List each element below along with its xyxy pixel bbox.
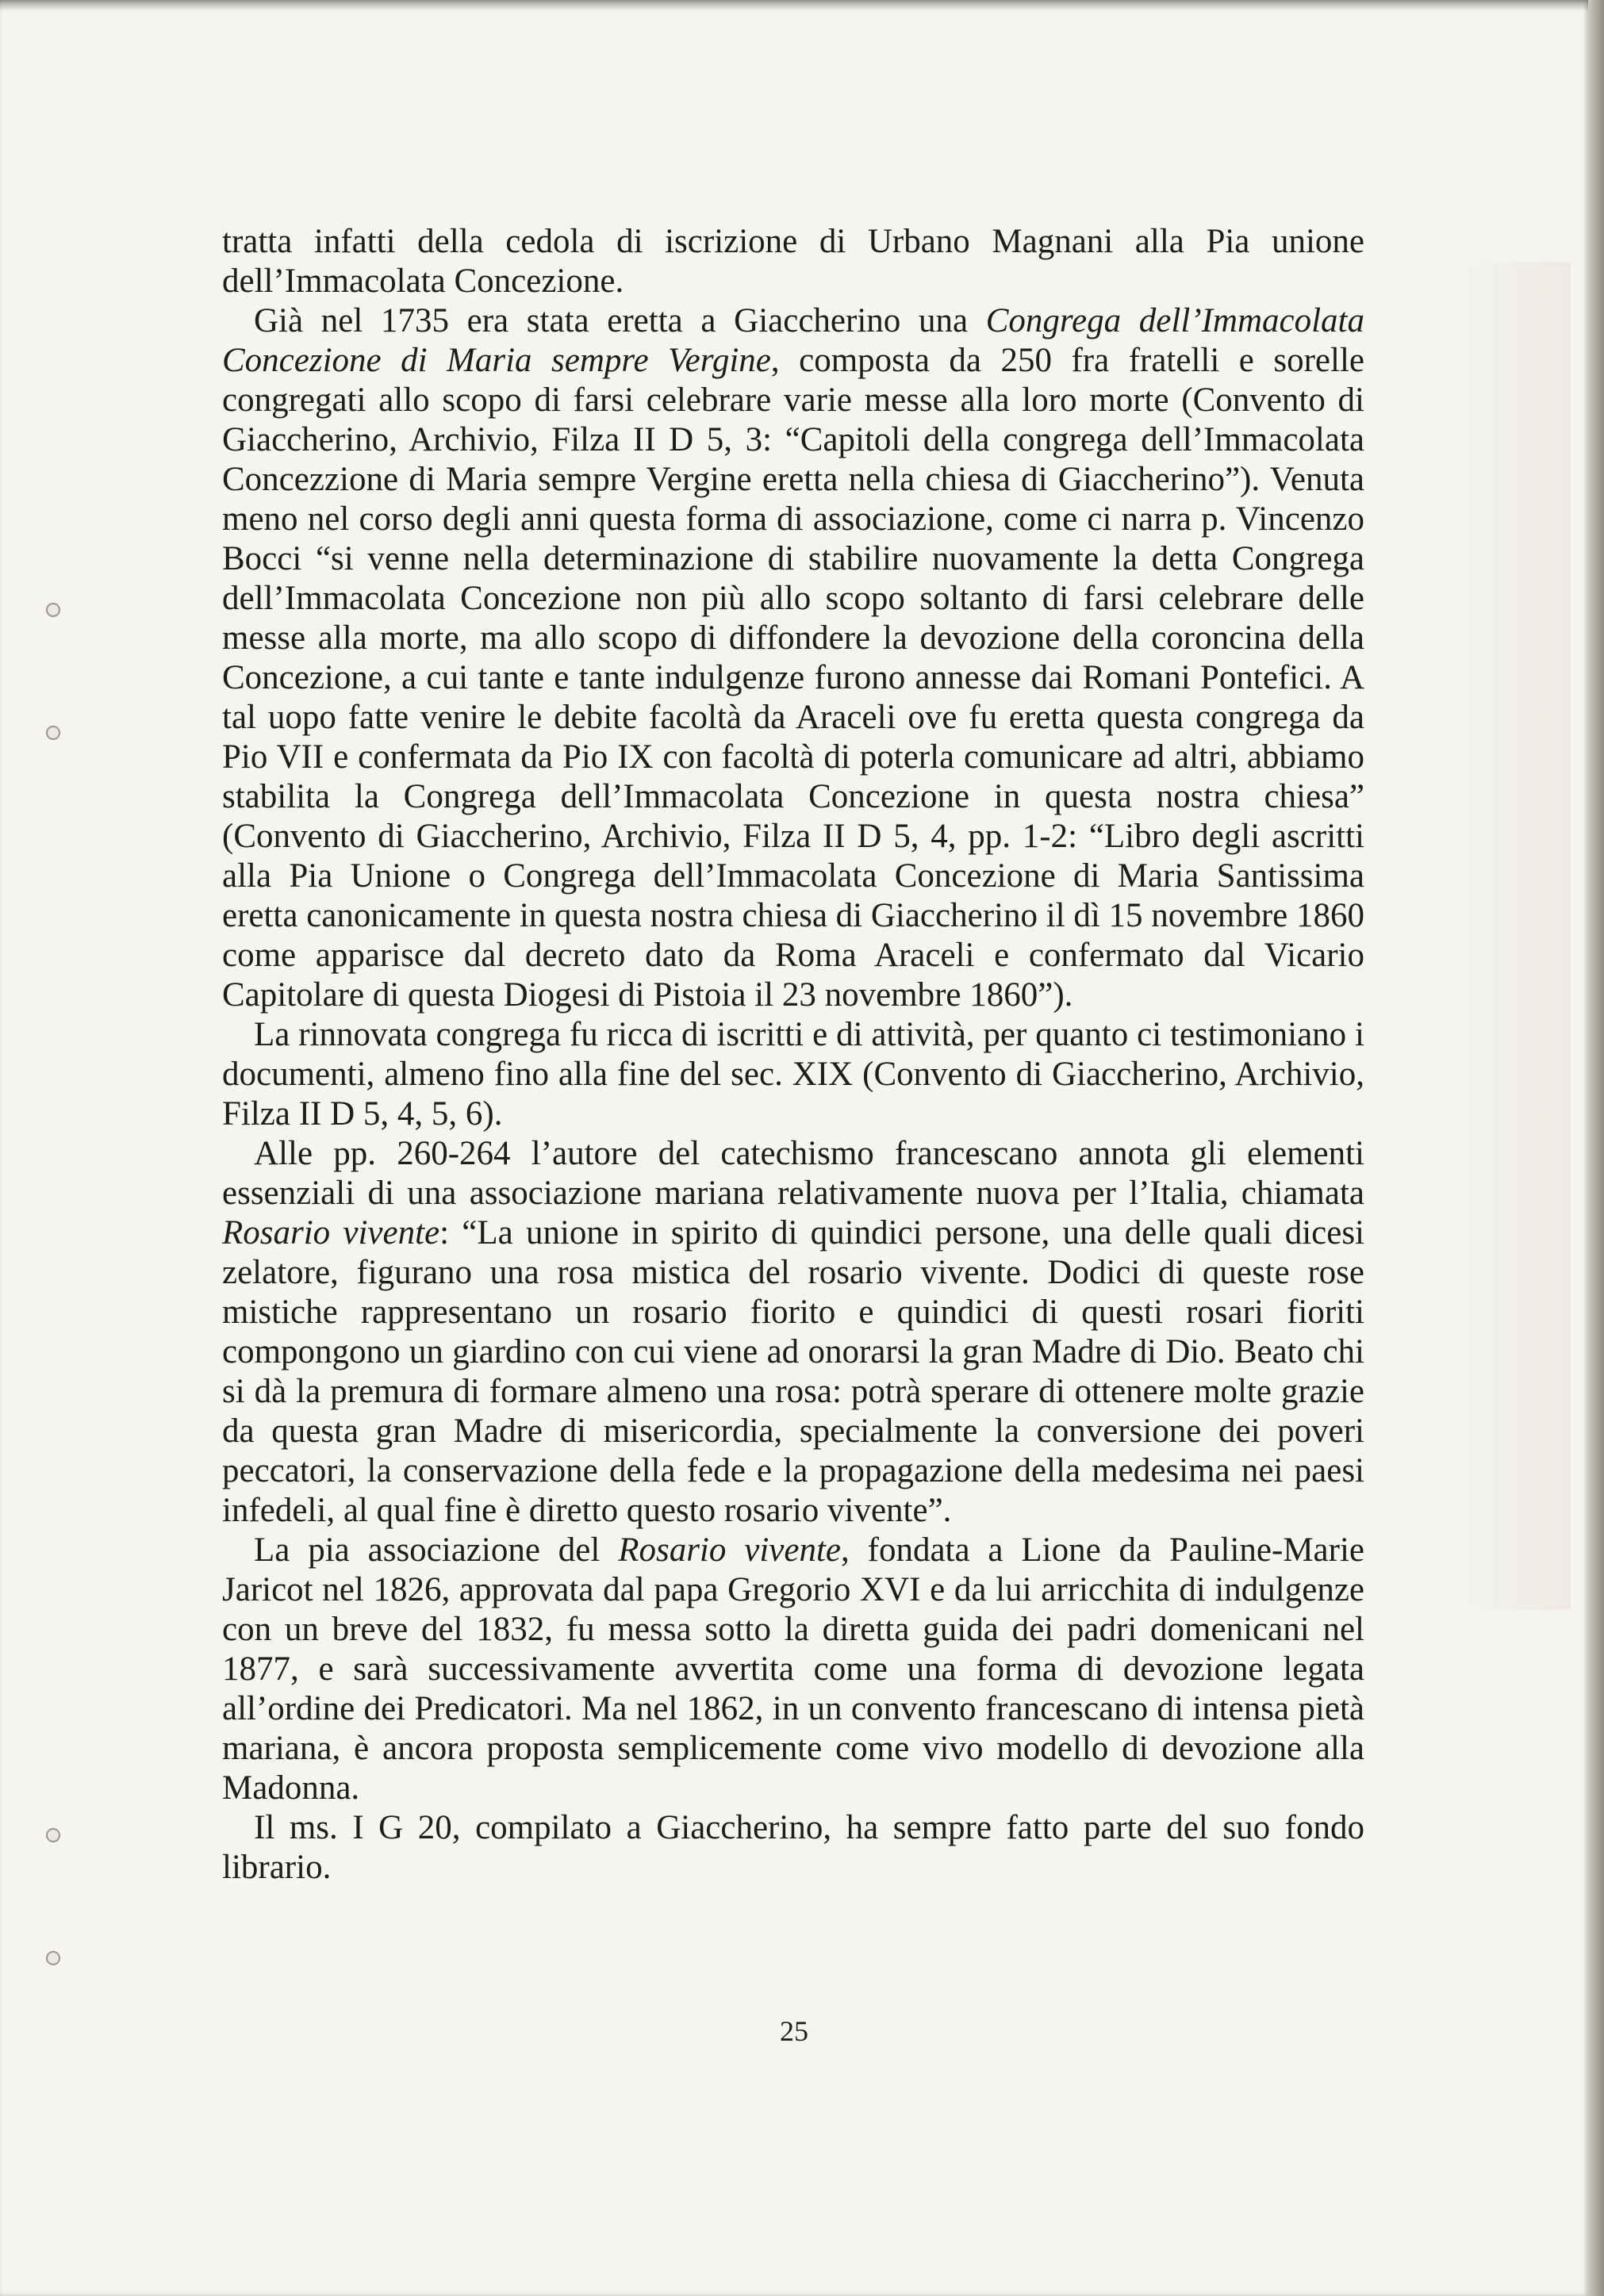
text-run: Il ms. I G 20, compilato a Giaccherino, ha sempre fatto parte del suo fondo librario. [222, 1809, 1364, 1886]
body-text [222, 222, 1364, 1888]
scan-top-shadow [0, 0, 1588, 11]
binding-hole-mark [46, 1828, 60, 1842]
paragraph [222, 1531, 1364, 1808]
text-run: Alle pp. 260-264 l’autore del catechismo francescano annota gli elementi essenziali di una associazione mariana relativamente nuova per l’Italia, chiamata [222, 1135, 1364, 1212]
page-number: 25 [780, 2015, 808, 2047]
italic-title: Rosario vivente [222, 1214, 440, 1251]
paragraph [222, 1808, 1364, 1888]
italic-title: Congrega dell’Immacolata Concezione di Maria sempre Vergine [222, 302, 1364, 379]
text-run: Già nel 1735 era stata eretta a Giaccherino una [254, 302, 986, 339]
binding-hole-mark [46, 726, 60, 740]
text-run: : “La unione in spirito di quindici persone, una delle quali dicesi zelatore, figurano una rosa mistica del rosario vivente. Dodici di queste rose mistiche rappresentano un rosario fiorito e quindici di questi rosari fioriti compongono un giardino con cui viene ad onorarsi la gran Madre di Dio. Beato chi si dà la premura di formare almeno una rosa: potrà sperare di ottenere molte grazie da questa gran Madre di misericordia, specialmente la conversione dei poveri peccatori, la conservazione della fede e la propagazione della medesima nei paesi infedeli, al qual fine è diretto questo rosario vivente”. [222, 1214, 1365, 1529]
text-run: La pia associazione del [254, 1531, 619, 1569]
binding-hole-mark [46, 1951, 60, 1965]
italic-title: Rosario vivente [618, 1531, 841, 1569]
show-through-shadow [1452, 262, 1571, 1610]
text-run: tratta infatti della cedola di iscrizione di Urbano Magnani alla Pia unione dell’Immacolata Concezione. [222, 223, 1364, 300]
page-edge [1588, 0, 1604, 2296]
paragraph [222, 1134, 1364, 1531]
paragraph [222, 1015, 1364, 1134]
text-run: , fondata a Lione da Pauline-Marie Jaricot nel 1826, approvata dal papa Gregorio XVI e da lui arricchita di indulgenze con un breve del 1832, fu messa sotto la diretta guida dei padri domenicani nel 1877, e sarà successivamente avvertita come una forma di devozione legata all’ordine dei Predicatori. Ma nel 1862, in un convento francescano di intensa pietà mariana, è ancora proposta semplicemente come vivo modello di devozione alla Madonna. [222, 1531, 1364, 1807]
binding-hole-mark [46, 603, 60, 617]
text-run: La rinnovata congrega fu ricca di iscritti e di attività, per quanto ci testimoniano i documenti, almeno fino alla fine del sec. XIX (Convento di Giaccherino, Archivio, Filza II D 5, 4, 5, 6). [222, 1016, 1364, 1133]
paragraph [222, 301, 1364, 1015]
text-run: , composta da 250 fra fratelli e sorelle congregati allo scopo di farsi celebrare varie messe alla loro morte (Convento di Giaccherino, Archivio, Filza II D 5, 3: “Capitoli della congrega dell’Immacolata Concezzione di Maria sempre Vergine eretta nella chiesa di Giaccherino”). Venuta meno nel corso degli anni questa forma di associazione, come ci narra p. Vincenzo Bocci “si venne nella determinazione di stabilire nuovamente la detta Congrega dell’Immacolata Concezione non più allo scopo soltanto di farsi celebrare delle messe alla morte, ma allo scopo di diffondere la devozione della coroncina della Concezione, a cui tante e tante indulgenze furono annesse dai Romani Pontefici. A tal uopo fatte venire le debite facoltà da Araceli ove fu eretta questa congrega da Pio VII e confermata da Pio IX con facoltà di poterla comunicare ad altri, abbiamo stabilita la Congrega dell’Immacolata Concezione in questa nostra chiesa” (Convento di Giaccherino, Archivio, Filza II D 5, 4, pp. 1-2: “Libro degli ascritti alla Pia Unione o Congrega dell’Immacolata Concezione di Maria Santissima eretta canonicamente in questa nostra chiesa di Giaccherino il dì 15 novembre 1860 come apparisce dal decreto dato da Roma Araceli e confermato dal Vicario Capitolare di questa Diogesi di Pistoia il 23 novembre 1860”). [222, 342, 1364, 1014]
paragraph [222, 222, 1364, 301]
